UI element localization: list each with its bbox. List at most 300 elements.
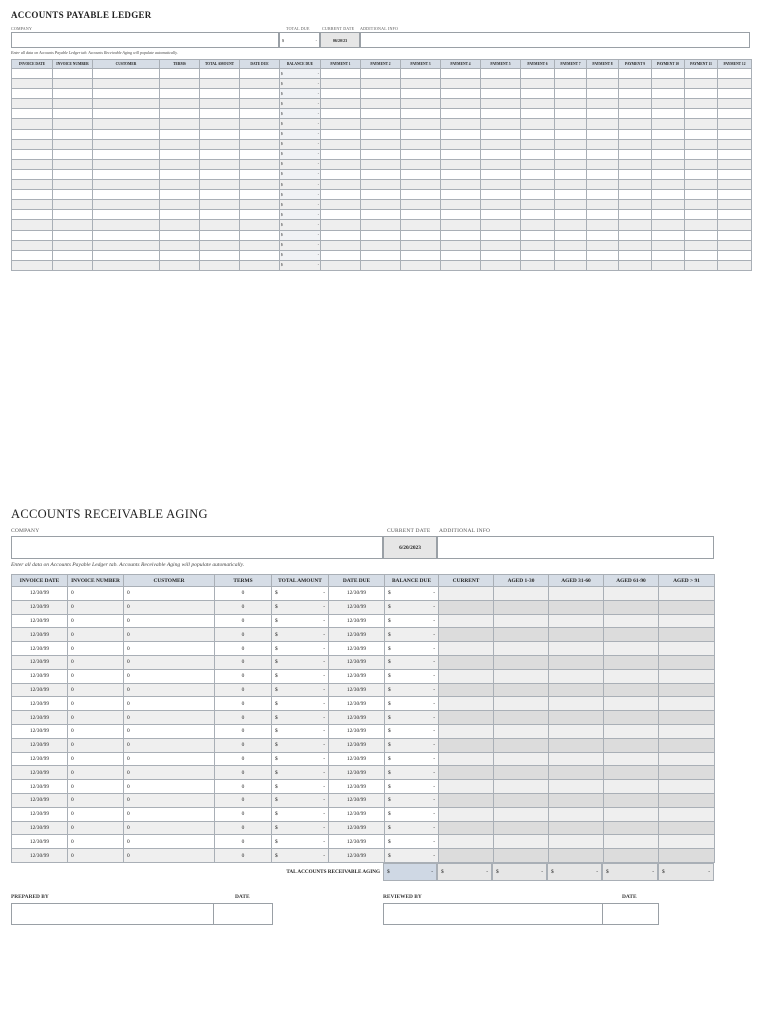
ap-cell[interactable]	[521, 149, 555, 159]
ap-cell[interactable]	[160, 250, 200, 260]
ap-cell[interactable]	[481, 129, 521, 139]
ap-cell[interactable]	[555, 210, 587, 220]
ap-cell[interactable]	[12, 139, 53, 149]
ap-cell[interactable]	[481, 180, 521, 190]
ap-cell[interactable]	[200, 190, 240, 200]
ap-cell[interactable]	[521, 89, 555, 99]
ap-cell[interactable]	[619, 89, 652, 99]
ap-cell[interactable]	[200, 149, 240, 159]
ap-cell[interactable]	[652, 230, 685, 240]
ap-cell[interactable]	[619, 69, 652, 79]
ap-cell[interactable]	[587, 149, 619, 159]
ap-cell[interactable]	[53, 159, 93, 169]
ap-cell[interactable]	[200, 220, 240, 230]
ap-cell[interactable]	[160, 159, 200, 169]
ap-cell[interactable]	[240, 210, 280, 220]
ap-cell[interactable]	[93, 200, 160, 210]
ap-cell[interactable]	[718, 200, 752, 210]
ap-cell[interactable]	[93, 190, 160, 200]
ap-cell[interactable]	[240, 79, 280, 89]
ap-cell[interactable]	[53, 129, 93, 139]
ap-company-field[interactable]	[11, 32, 279, 48]
ap-cell[interactable]	[240, 149, 280, 159]
ap-cell[interactable]	[718, 250, 752, 260]
ap-cell[interactable]	[200, 180, 240, 190]
ap-cell[interactable]	[361, 210, 401, 220]
ap-cell[interactable]	[521, 109, 555, 119]
ap-cell[interactable]	[652, 169, 685, 179]
ap-cell[interactable]	[12, 200, 53, 210]
ap-cell[interactable]	[12, 109, 53, 119]
ap-cell[interactable]	[321, 220, 361, 230]
ap-cell[interactable]	[240, 109, 280, 119]
ap-cell[interactable]	[685, 109, 718, 119]
ap-cell[interactable]	[321, 79, 361, 89]
ap-cell[interactable]	[240, 220, 280, 230]
ap-cell[interactable]	[441, 119, 481, 129]
ap-cell[interactable]	[160, 230, 200, 240]
ap-cell[interactable]	[361, 79, 401, 89]
ap-cell[interactable]	[53, 99, 93, 109]
ap-cell[interactable]	[619, 230, 652, 240]
ap-cell[interactable]	[441, 250, 481, 260]
ap-cell[interactable]	[652, 89, 685, 99]
ap-cell[interactable]	[240, 200, 280, 210]
ap-cell[interactable]	[555, 119, 587, 129]
ap-cell[interactable]	[160, 210, 200, 220]
ap-cell[interactable]	[441, 149, 481, 159]
ap-cell[interactable]	[619, 250, 652, 260]
ap-cell[interactable]	[401, 119, 441, 129]
ap-cell[interactable]	[587, 230, 619, 240]
ap-cell[interactable]	[718, 149, 752, 159]
ap-cell[interactable]	[12, 159, 53, 169]
ap-cell[interactable]	[685, 79, 718, 89]
ap-cell[interactable]	[685, 220, 718, 230]
ap-cell[interactable]	[555, 169, 587, 179]
ap-cell[interactable]	[718, 119, 752, 129]
ap-cell[interactable]	[160, 89, 200, 99]
ap-cell[interactable]	[555, 99, 587, 109]
ap-cell[interactable]	[53, 79, 93, 89]
ap-cell[interactable]	[685, 230, 718, 240]
ap-cell[interactable]	[555, 129, 587, 139]
ap-cell[interactable]	[718, 220, 752, 230]
ap-cell[interactable]	[12, 119, 53, 129]
ap-cell[interactable]	[160, 119, 200, 129]
ap-cell[interactable]	[401, 99, 441, 109]
ap-cell[interactable]	[93, 149, 160, 159]
ap-cell[interactable]	[718, 240, 752, 250]
ap-cell[interactable]	[481, 250, 521, 260]
ap-cell[interactable]	[652, 180, 685, 190]
ap-cell[interactable]	[652, 200, 685, 210]
ap-cell[interactable]	[587, 220, 619, 230]
ap-cell[interactable]	[481, 89, 521, 99]
ap-cell[interactable]	[321, 109, 361, 119]
ap-cell[interactable]	[321, 250, 361, 260]
ap-cell[interactable]	[718, 89, 752, 99]
ap-cell[interactable]	[481, 240, 521, 250]
ap-cell[interactable]	[685, 250, 718, 260]
ap-cell[interactable]	[53, 89, 93, 99]
ap-cell[interactable]	[321, 210, 361, 220]
ap-cell[interactable]	[321, 139, 361, 149]
ap-cell[interactable]	[481, 139, 521, 149]
ap-cell[interactable]	[481, 159, 521, 169]
ap-cell[interactable]	[240, 159, 280, 169]
ap-cell[interactable]	[53, 220, 93, 230]
ap-cell[interactable]	[652, 69, 685, 79]
ap-cell[interactable]	[401, 240, 441, 250]
ap-cell[interactable]	[12, 129, 53, 139]
ap-cell[interactable]	[555, 109, 587, 119]
reviewed-by-field[interactable]	[383, 903, 603, 925]
ar-company-field[interactable]	[11, 536, 383, 559]
ap-cell[interactable]	[481, 200, 521, 210]
ap-cell[interactable]	[521, 230, 555, 240]
ap-cell[interactable]	[401, 230, 441, 240]
ap-cell[interactable]	[160, 180, 200, 190]
ap-cell[interactable]	[321, 129, 361, 139]
prepared-by-field[interactable]	[11, 903, 214, 925]
ap-cell[interactable]	[160, 129, 200, 139]
ap-cell[interactable]	[521, 250, 555, 260]
ap-cell[interactable]	[93, 230, 160, 240]
ap-cell[interactable]	[12, 260, 53, 270]
ap-cell[interactable]	[12, 89, 53, 99]
ap-cell[interactable]	[401, 260, 441, 270]
ap-cell[interactable]	[93, 139, 160, 149]
ap-cell[interactable]	[93, 220, 160, 230]
ap-cell[interactable]	[521, 129, 555, 139]
ap-cell[interactable]	[441, 220, 481, 230]
ap-cell[interactable]	[12, 210, 53, 220]
ap-cell[interactable]	[481, 220, 521, 230]
ap-cell[interactable]	[53, 250, 93, 260]
ap-cell[interactable]	[240, 129, 280, 139]
ap-cell[interactable]	[361, 149, 401, 159]
ap-cell[interactable]	[555, 149, 587, 159]
ap-cell[interactable]	[361, 240, 401, 250]
ap-cell[interactable]	[12, 149, 53, 159]
ap-cell[interactable]	[361, 260, 401, 270]
ap-cell[interactable]	[521, 200, 555, 210]
ap-cell[interactable]	[200, 200, 240, 210]
ap-cell[interactable]	[12, 230, 53, 240]
ap-cell[interactable]	[521, 69, 555, 79]
ap-cell[interactable]	[587, 200, 619, 210]
ap-cell[interactable]	[240, 89, 280, 99]
ap-cell[interactable]	[619, 149, 652, 159]
ap-cell[interactable]	[240, 169, 280, 179]
ap-cell[interactable]	[481, 69, 521, 79]
ap-cell[interactable]	[93, 109, 160, 119]
ap-cell[interactable]	[93, 260, 160, 270]
ap-cell[interactable]	[619, 79, 652, 89]
ap-cell[interactable]	[555, 200, 587, 210]
ap-cell[interactable]	[321, 200, 361, 210]
ap-cell[interactable]	[685, 190, 718, 200]
ap-cell[interactable]	[441, 109, 481, 119]
ap-cell[interactable]	[619, 139, 652, 149]
ap-cell[interactable]	[652, 139, 685, 149]
ap-cell[interactable]	[160, 79, 200, 89]
ap-cell[interactable]	[718, 210, 752, 220]
ap-cell[interactable]	[441, 89, 481, 99]
ap-cell[interactable]	[441, 230, 481, 240]
ap-cell[interactable]	[521, 210, 555, 220]
ap-cell[interactable]	[53, 200, 93, 210]
ap-cell[interactable]	[441, 240, 481, 250]
ap-cell[interactable]	[619, 119, 652, 129]
ap-cell[interactable]	[361, 109, 401, 119]
ap-cell[interactable]	[160, 69, 200, 79]
ap-cell[interactable]	[685, 69, 718, 79]
ap-cell[interactable]	[685, 119, 718, 129]
ap-cell[interactable]	[401, 200, 441, 210]
ap-cell[interactable]	[619, 190, 652, 200]
ap-cell[interactable]	[441, 190, 481, 200]
ap-cell[interactable]	[685, 260, 718, 270]
ap-cell[interactable]	[587, 159, 619, 169]
ap-cell[interactable]	[587, 99, 619, 109]
ap-cell[interactable]	[401, 190, 441, 200]
ap-cell[interactable]	[587, 169, 619, 179]
ap-cell[interactable]	[441, 169, 481, 179]
ap-cell[interactable]	[200, 210, 240, 220]
ap-cell[interactable]	[555, 79, 587, 89]
ap-cell[interactable]	[361, 69, 401, 79]
ap-cell[interactable]	[587, 250, 619, 260]
ap-cell[interactable]	[160, 99, 200, 109]
ap-cell[interactable]	[481, 119, 521, 129]
ap-cell[interactable]	[652, 260, 685, 270]
ap-cell[interactable]	[160, 190, 200, 200]
ap-cell[interactable]	[619, 220, 652, 230]
ap-cell[interactable]	[652, 149, 685, 159]
ap-cell[interactable]	[53, 149, 93, 159]
ap-cell[interactable]	[652, 109, 685, 119]
ap-cell[interactable]	[718, 190, 752, 200]
ap-cell[interactable]	[361, 129, 401, 139]
ap-cell[interactable]	[652, 250, 685, 260]
ap-cell[interactable]	[718, 129, 752, 139]
ap-cell[interactable]	[160, 260, 200, 270]
ap-cell[interactable]	[521, 180, 555, 190]
ap-cell[interactable]	[652, 99, 685, 109]
ap-cell[interactable]	[481, 79, 521, 89]
ap-cell[interactable]	[587, 139, 619, 149]
ap-cell[interactable]	[441, 210, 481, 220]
ap-cell[interactable]	[93, 240, 160, 250]
ap-cell[interactable]	[587, 119, 619, 129]
ap-cell[interactable]	[321, 240, 361, 250]
ap-cell[interactable]	[652, 129, 685, 139]
ap-cell[interactable]	[200, 69, 240, 79]
ap-cell[interactable]	[93, 180, 160, 190]
ap-cell[interactable]	[401, 109, 441, 119]
ap-cell[interactable]	[12, 69, 53, 79]
ap-cell[interactable]	[401, 210, 441, 220]
ap-cell[interactable]	[321, 169, 361, 179]
ap-cell[interactable]	[93, 99, 160, 109]
ap-cell[interactable]	[401, 250, 441, 260]
ap-cell[interactable]	[401, 169, 441, 179]
ap-cell[interactable]	[555, 180, 587, 190]
ap-cell[interactable]	[441, 200, 481, 210]
ap-cell[interactable]	[481, 149, 521, 159]
ap-cell[interactable]	[619, 210, 652, 220]
ap-cell[interactable]	[200, 129, 240, 139]
ap-cell[interactable]	[401, 69, 441, 79]
ap-cell[interactable]	[555, 230, 587, 240]
ap-cell[interactable]	[685, 240, 718, 250]
ap-cell[interactable]	[12, 190, 53, 200]
ap-cell[interactable]	[685, 159, 718, 169]
ap-cell[interactable]	[555, 220, 587, 230]
ap-cell[interactable]	[53, 169, 93, 179]
prepared-date-field[interactable]	[213, 903, 273, 925]
ap-cell[interactable]	[521, 79, 555, 89]
ap-cell[interactable]	[93, 159, 160, 169]
ap-cell[interactable]	[361, 139, 401, 149]
ap-cell[interactable]	[685, 149, 718, 159]
ap-cell[interactable]	[93, 79, 160, 89]
ap-cell[interactable]	[361, 169, 401, 179]
ap-cell[interactable]	[521, 139, 555, 149]
ap-cell[interactable]	[93, 69, 160, 79]
ap-cell[interactable]	[652, 159, 685, 169]
ap-cell[interactable]	[200, 169, 240, 179]
ap-cell[interactable]	[521, 190, 555, 200]
ap-cell[interactable]	[53, 190, 93, 200]
ap-cell[interactable]	[240, 250, 280, 260]
ap-cell[interactable]	[619, 240, 652, 250]
ap-cell[interactable]	[93, 89, 160, 99]
ap-cell[interactable]	[521, 220, 555, 230]
ap-cell[interactable]	[619, 99, 652, 109]
ap-cell[interactable]	[481, 169, 521, 179]
ap-cell[interactable]	[240, 99, 280, 109]
ap-cell[interactable]	[718, 180, 752, 190]
ap-cell[interactable]	[718, 159, 752, 169]
ap-cell[interactable]	[240, 69, 280, 79]
ap-cell[interactable]	[53, 240, 93, 250]
ap-cell[interactable]	[587, 260, 619, 270]
ap-cell[interactable]	[718, 169, 752, 179]
ap-cell[interactable]	[53, 260, 93, 270]
ap-cell[interactable]	[401, 149, 441, 159]
ap-cell[interactable]	[555, 190, 587, 200]
ap-cell[interactable]	[53, 109, 93, 119]
ap-cell[interactable]	[587, 109, 619, 119]
ap-cell[interactable]	[321, 89, 361, 99]
ap-cell[interactable]	[321, 99, 361, 109]
ap-cell[interactable]	[53, 69, 93, 79]
ap-cell[interactable]	[160, 169, 200, 179]
ap-cell[interactable]	[200, 89, 240, 99]
ap-cell[interactable]	[53, 230, 93, 240]
ap-cell[interactable]	[361, 230, 401, 240]
ap-cell[interactable]	[718, 109, 752, 119]
ap-cell[interactable]	[200, 240, 240, 250]
ap-cell[interactable]	[12, 180, 53, 190]
ap-cell[interactable]	[619, 200, 652, 210]
ap-cell[interactable]	[93, 129, 160, 139]
ap-cell[interactable]	[619, 159, 652, 169]
ap-cell[interactable]	[718, 260, 752, 270]
ap-cell[interactable]	[93, 250, 160, 260]
ap-cell[interactable]	[652, 79, 685, 89]
ap-cell[interactable]	[685, 89, 718, 99]
ap-cell[interactable]	[521, 159, 555, 169]
ap-cell[interactable]	[685, 99, 718, 109]
ap-cell[interactable]	[12, 79, 53, 89]
ap-cell[interactable]	[481, 99, 521, 109]
ap-cell[interactable]	[200, 159, 240, 169]
ap-cell[interactable]	[619, 169, 652, 179]
ap-cell[interactable]	[521, 169, 555, 179]
ap-cell[interactable]	[441, 180, 481, 190]
ap-cell[interactable]	[361, 190, 401, 200]
ap-cell[interactable]	[441, 99, 481, 109]
ap-cell[interactable]	[441, 129, 481, 139]
ap-cell[interactable]	[587, 180, 619, 190]
ap-cell[interactable]	[200, 250, 240, 260]
ap-cell[interactable]	[441, 79, 481, 89]
ap-cell[interactable]	[12, 240, 53, 250]
ap-cell[interactable]	[200, 109, 240, 119]
ap-cell[interactable]	[321, 159, 361, 169]
ap-cell[interactable]	[53, 139, 93, 149]
ap-cell[interactable]	[160, 149, 200, 159]
ap-cell[interactable]	[587, 89, 619, 99]
ap-cell[interactable]	[160, 139, 200, 149]
ap-cell[interactable]	[321, 190, 361, 200]
ap-cell[interactable]	[401, 79, 441, 89]
ap-cell[interactable]	[685, 169, 718, 179]
ap-cell[interactable]	[361, 89, 401, 99]
ap-cell[interactable]	[321, 119, 361, 129]
ap-cell[interactable]	[401, 220, 441, 230]
ap-cell[interactable]	[587, 129, 619, 139]
ap-cell[interactable]	[587, 69, 619, 79]
ap-cell[interactable]	[441, 159, 481, 169]
ap-cell[interactable]	[587, 79, 619, 89]
ap-cell[interactable]	[718, 230, 752, 240]
ap-cell[interactable]	[53, 210, 93, 220]
ap-cell[interactable]	[718, 79, 752, 89]
ap-cell[interactable]	[481, 230, 521, 240]
ap-cell[interactable]	[401, 180, 441, 190]
ap-cell[interactable]	[160, 200, 200, 210]
ap-cell[interactable]	[321, 180, 361, 190]
ap-cell[interactable]	[321, 230, 361, 240]
ap-cell[interactable]	[240, 260, 280, 270]
ap-cell[interactable]	[12, 220, 53, 230]
ap-cell[interactable]	[401, 139, 441, 149]
ap-cell[interactable]	[200, 139, 240, 149]
ap-cell[interactable]	[685, 129, 718, 139]
ap-cell[interactable]	[521, 260, 555, 270]
ap-cell[interactable]	[93, 210, 160, 220]
ap-cell[interactable]	[361, 180, 401, 190]
ap-cell[interactable]	[200, 99, 240, 109]
ap-cell[interactable]	[441, 69, 481, 79]
ap-cell[interactable]	[441, 139, 481, 149]
ap-cell[interactable]	[361, 200, 401, 210]
